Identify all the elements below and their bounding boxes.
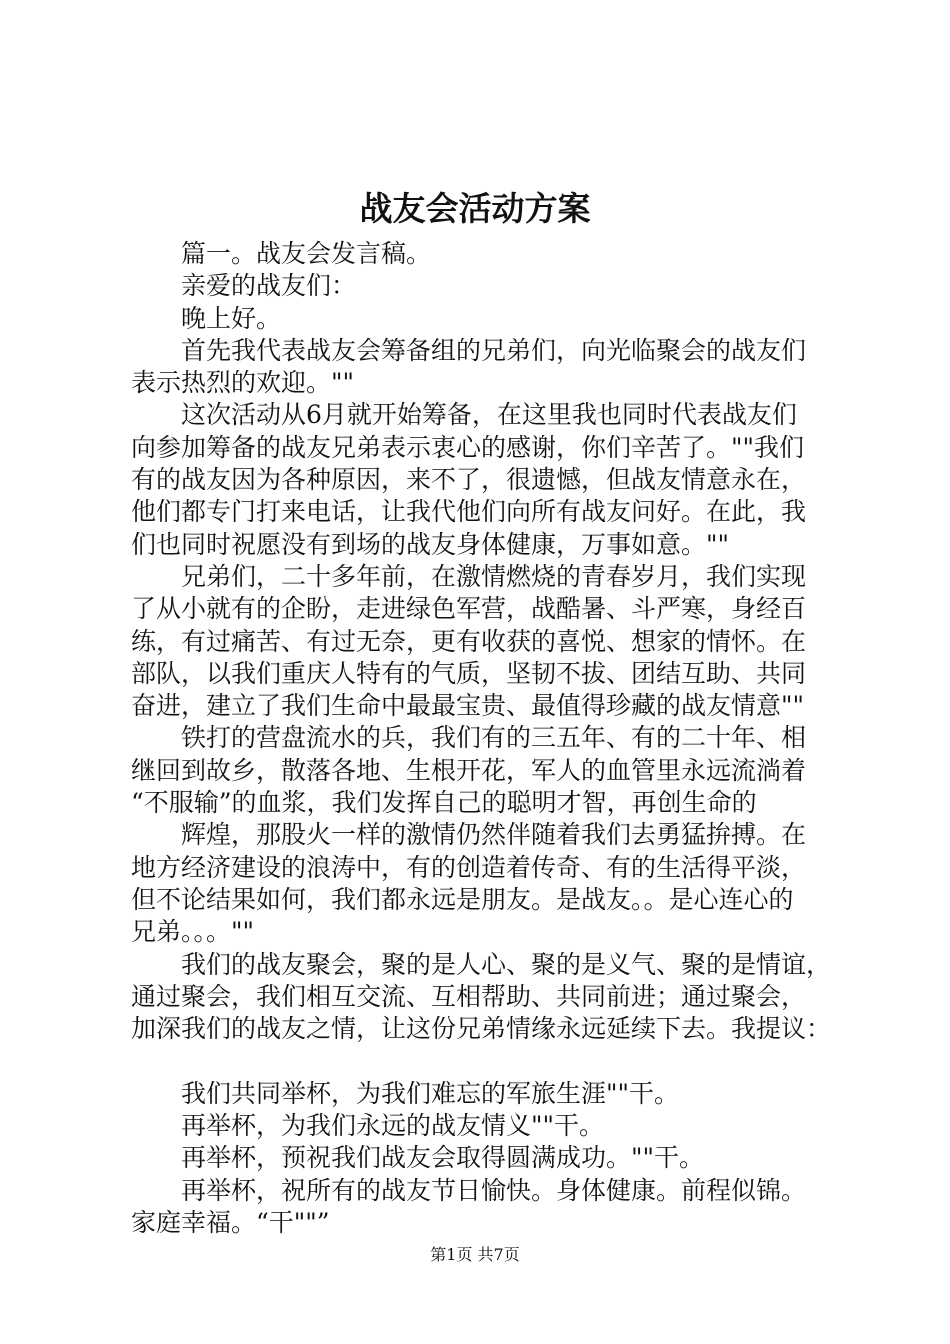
page-footer: 第1页 共7页 — [430, 1245, 520, 1264]
text-line: 这次活动从6月就开始筹备，在这里我也同时代表战友们 — [181, 400, 797, 430]
text-line: 们也同时祝愿没有到场的战友身体健康，万事如意。"" — [131, 529, 730, 559]
text-line: 奋进，建立了我们生命中最最宝贵、最值得珍藏的战友情意"" — [131, 691, 805, 721]
text-line: 再举杯，预祝我们战友会取得圆满成功。""干。 — [181, 1143, 704, 1173]
text-line: 表示热烈的欢迎。"" — [131, 368, 354, 398]
text-line: 兄弟们，二十多年前，在激情燃烧的青春岁月，我们实现 — [181, 561, 807, 591]
text-line: 继回到故乡，散落各地、生根开花，军人的血管里永远流淌着 — [131, 755, 807, 785]
text-line: 有的战友因为各种原因，来不了，很遗憾，但战友情意永在， — [131, 465, 807, 495]
text-line: 他们都专门打来电话，让我代他们向所有战友问好。在此，我 — [131, 497, 807, 527]
text-line: 再举杯，为我们永远的战友情义""干。 — [181, 1111, 604, 1141]
text-line: 通过聚会，我们相互交流、互相帮助、共同前进；通过聚会， — [131, 981, 807, 1011]
text-line: 我们共同举杯，为我们难忘的军旅生涯""干。 — [181, 1078, 679, 1108]
text-line: 兄弟。。。"" — [131, 917, 254, 947]
blank-line — [131, 1045, 831, 1077]
text-line: 晚上好。 — [181, 303, 282, 333]
text-line: 向参加筹备的战友兄弟表示衷心的感谢，你们辛苦了。""我们 — [131, 432, 805, 462]
text-line: 篇一。战友会发言稿。 — [181, 239, 432, 268]
text-line: 加深我们的战友之情，让这份兄弟情缘永远延续下去。我提议： — [131, 1014, 832, 1044]
text-line: 辉煌，那股火一样的激情仍然伴随着我们去勇猛拚搏。在 — [181, 820, 807, 850]
text-line: 我们的战友聚会，聚的是人心、聚的是义气、聚的是情谊， — [181, 949, 832, 979]
text-line: 再举杯，祝所有的战友节日愉快。身体健康。前程似锦。 — [181, 1175, 807, 1205]
text-line: 练，有过痛苦、有过无奈，更有收获的喜悦、想家的情怀。在 — [131, 626, 807, 656]
text-line: 地方经济建设的浪涛中，有的创造着传奇、有的生活得平淡， — [131, 852, 807, 882]
text-line: 亲爱的战友们： — [181, 271, 357, 301]
text-line: 但不论结果如何，我们都永远是朋友。是战友。。是心连心的 — [131, 884, 794, 914]
text-line: 首先我代表战友会筹备组的兄弟们，向光临聚会的战友们 — [181, 335, 807, 365]
document-title: 战友会活动方案 — [359, 189, 591, 228]
text-line: 了从小就有的企盼，走进绿色军营，战酷暑、斗严寒，身经百 — [131, 594, 807, 624]
text-line: 家庭幸福。“干""” — [131, 1207, 330, 1237]
text-line: 部队，以我们重庆人特有的气质，坚韧不拔、团结互助、共同 — [131, 658, 807, 688]
text-line: 铁打的营盘流水的兵，我们有的三五年、有的二十年、相 — [181, 723, 807, 753]
text-line: “不服输”的血浆，我们发挥自己的聪明才智，再创生命的 — [131, 788, 757, 818]
document-body — [131, 238, 831, 1239]
